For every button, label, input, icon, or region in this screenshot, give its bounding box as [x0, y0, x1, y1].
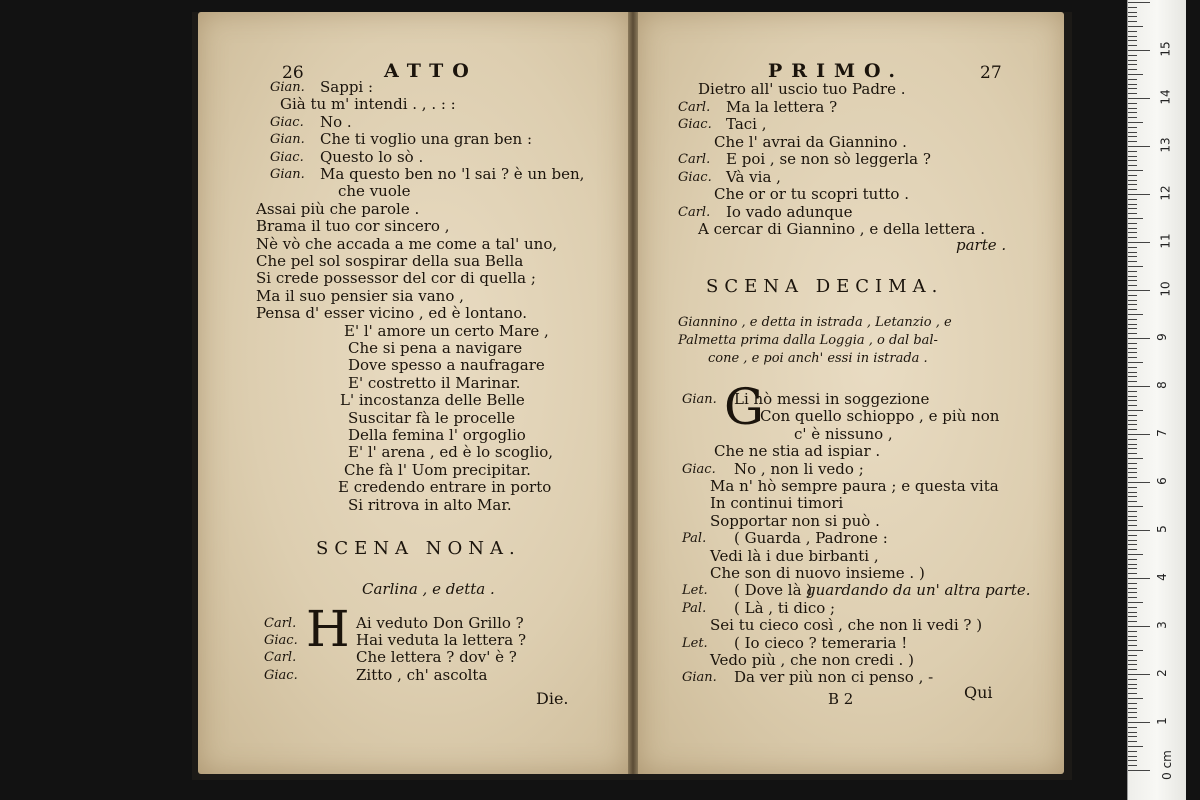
ruler-tick	[1128, 328, 1137, 329]
ruler-tick	[1128, 468, 1137, 469]
ruler-tick	[1128, 271, 1137, 272]
ruler-tick	[1128, 60, 1137, 61]
ruler-tick	[1128, 208, 1137, 209]
scene-caption-line-2: Palmetta prima dalla Loggia , o dal bal-	[678, 333, 938, 348]
text-line: ( Dove là )	[734, 581, 813, 600]
speaker-label: Carl.	[678, 152, 711, 167]
text-line: c' è nissuno ,	[794, 424, 893, 443]
ruler-tick	[1128, 535, 1137, 536]
speaker-label: Carl.	[264, 616, 297, 631]
text-line: guardando da un' altra parte.	[806, 581, 1031, 600]
ruler-tick	[1128, 55, 1137, 56]
ruler-tick	[1128, 40, 1137, 41]
text-line: Zitto , ch' ascolta	[356, 665, 488, 684]
ruler-tick	[1128, 127, 1137, 128]
ruler-tick	[1128, 69, 1137, 70]
ruler-tick	[1128, 727, 1137, 728]
text-line: Và via ,	[726, 167, 781, 186]
ruler-tick	[1128, 362, 1143, 363]
ruler-tick	[1128, 712, 1137, 713]
ruler-tick	[1128, 304, 1137, 305]
ruler-number: 3	[1154, 621, 1169, 629]
ruler-tick	[1128, 74, 1143, 75]
ruler-tick	[1128, 573, 1137, 574]
ruler-tick	[1128, 410, 1143, 411]
ruler-number: 15	[1158, 41, 1173, 57]
ruler-tick	[1128, 487, 1137, 488]
text-line: Che l' avrai da Giannino .	[714, 132, 907, 151]
ruler-tick	[1128, 511, 1137, 512]
drop-capital: H	[306, 600, 350, 658]
text-line: Ma questo ben no 'l sai ? è un ben,	[320, 165, 585, 183]
catchword: Die.	[536, 689, 569, 708]
ruler-tick	[1128, 189, 1137, 190]
ruler-number: 8	[1154, 381, 1169, 389]
ruler-tick	[1128, 391, 1137, 392]
ruler-tick	[1128, 405, 1137, 406]
running-head: ATTO	[384, 60, 478, 82]
ruler-tick	[1128, 492, 1137, 493]
speaker-label: Gian.	[270, 167, 305, 182]
speaker-label: Giac.	[678, 117, 712, 132]
book-gutter	[628, 12, 638, 774]
ruler-tick	[1128, 626, 1150, 627]
ruler-tick	[1128, 7, 1137, 8]
ruler-tick	[1128, 444, 1137, 445]
scene-caption: Carlina , e detta .	[362, 580, 495, 598]
text-line: Ai veduto Don Grillo ?	[356, 614, 524, 632]
text-line: ( Guarda , Padrone :	[734, 529, 888, 548]
ruler-tick	[1128, 50, 1150, 51]
ruler-tick	[1128, 261, 1137, 262]
ruler-tick	[1128, 669, 1137, 670]
ruler-tick	[1128, 568, 1137, 569]
ruler-tick	[1128, 372, 1137, 373]
ruler-tick	[1128, 640, 1137, 641]
ruler-tick	[1128, 314, 1143, 315]
text-line: Vedo più , che non credi . )	[710, 651, 914, 669]
text-line: Sopportar non si può .	[710, 511, 880, 530]
ruler-number: 1	[1154, 717, 1169, 725]
text-line: Della femina l' orgoglio	[348, 426, 526, 444]
ruler-tick	[1128, 156, 1137, 157]
ruler-tick	[1128, 578, 1150, 579]
ruler-tick	[1128, 386, 1150, 387]
text-line: Questo lo sò .	[320, 147, 424, 166]
ruler-tick	[1128, 564, 1137, 565]
ruler-tick	[1128, 16, 1137, 17]
speaker-label: Carl.	[264, 650, 297, 666]
ruler-tick	[1128, 732, 1137, 733]
text-line: Dietro all' uscio tuo Padre .	[698, 80, 906, 98]
ruler-tick	[1128, 583, 1137, 584]
ruler-tick	[1128, 463, 1137, 464]
ruler-tick	[1128, 357, 1137, 358]
ruler-tick	[1128, 453, 1137, 454]
ruler-tick	[1128, 592, 1137, 593]
ruler-tick	[1128, 223, 1137, 224]
speaker-label: Giac.	[264, 667, 298, 683]
ruler-tick	[1128, 420, 1137, 421]
text-line: Vedi là i due birbanti ,	[710, 546, 879, 565]
text-line: Che son di nuovo insieme . )	[710, 564, 925, 582]
ruler-tick	[1128, 242, 1150, 243]
text-line: E poi , se non sò leggerla ?	[726, 150, 931, 168]
text-line: E' l' arena , ed è lo scoglio,	[348, 443, 554, 462]
text-line: E' l' amore un certo Mare ,	[344, 321, 549, 340]
scene-title: SCENA NONA.	[316, 538, 521, 559]
speaker-label: Carl.	[678, 204, 711, 220]
ruler-tick	[1128, 45, 1137, 46]
speaker-label: Giac.	[264, 633, 298, 649]
ruler-tick	[1128, 84, 1137, 85]
ruler-tick	[1128, 400, 1137, 401]
ruler-tick	[1128, 756, 1137, 757]
ruler-tick	[1128, 631, 1137, 632]
ruler-tick	[1128, 266, 1143, 267]
ruler-tick	[1128, 588, 1137, 589]
ruler-tick	[1128, 703, 1137, 704]
ruler-number: 2	[1154, 669, 1169, 677]
ruler-tick	[1128, 194, 1150, 195]
ruler-tick	[1128, 151, 1137, 152]
speaker-label: Giac.	[678, 169, 712, 185]
ruler-tick	[1128, 496, 1137, 497]
ruler-tick	[1128, 141, 1137, 142]
ruler-tick	[1128, 319, 1137, 320]
page-number: 26	[282, 63, 304, 83]
left-page	[198, 12, 628, 774]
text-line: Si crede possessor del cor di quella ;	[256, 269, 536, 288]
ruler-tick	[1128, 760, 1137, 761]
ruler-tick	[1128, 554, 1143, 555]
ruler-tick	[1128, 165, 1137, 166]
ruler-tick	[1128, 525, 1137, 526]
ruler-tick	[1128, 285, 1137, 286]
ruler-tick	[1128, 12, 1137, 13]
ruler-tick	[1128, 381, 1137, 382]
ruler-tick	[1128, 247, 1137, 248]
ruler-tick	[1128, 770, 1150, 771]
ruler-tick	[1128, 175, 1137, 176]
ruler-tick	[1128, 722, 1150, 723]
page-number: 27	[980, 63, 1002, 83]
speaker-label: Gian.	[270, 80, 305, 95]
text-line: ( Io cieco ? temeraria !	[734, 633, 908, 652]
scene-caption-line-1: Giannino , e detta in istrada , Letanzio , e	[678, 315, 952, 330]
text-line: No , non li vedo ;	[734, 459, 864, 478]
text-line: E' costretto il Marinar.	[348, 373, 521, 392]
ruler-tick	[1128, 170, 1143, 171]
ruler-tick	[1128, 280, 1137, 281]
ruler-tick	[1128, 717, 1137, 718]
ruler-tick	[1128, 367, 1137, 368]
text-line: Che ti voglio una gran ben :	[320, 130, 533, 149]
ruler-tick	[1128, 482, 1150, 483]
ruler-tick	[1128, 439, 1137, 440]
ruler-tick	[1128, 674, 1150, 675]
speaker-label: Gian.	[682, 392, 717, 407]
open-book	[192, 12, 1072, 780]
ruler-tick	[1128, 98, 1150, 99]
ruler-tick	[1128, 184, 1137, 185]
ruler-tick	[1128, 146, 1150, 147]
text-line: Assai più che parole .	[256, 199, 420, 218]
ruler-tick	[1128, 213, 1137, 214]
ruler-tick	[1128, 679, 1137, 680]
text-line: Già tu m' intendi . , . : :	[280, 95, 456, 114]
ruler-tick	[1128, 501, 1137, 502]
ruler-tick	[1128, 31, 1137, 32]
ruler-tick	[1128, 650, 1143, 651]
speaker-label: Giac.	[270, 114, 304, 130]
ruler-tick	[1128, 136, 1137, 137]
scene-caption-line-3: cone , e poi anch' essi in istrada .	[708, 351, 928, 366]
ruler-tick	[1128, 516, 1137, 517]
ruler-tick	[1128, 544, 1137, 545]
ruler-tick	[1128, 204, 1137, 205]
ruler-tick	[1128, 117, 1137, 118]
ruler-number: 10	[1158, 281, 1173, 297]
ruler-tick	[1128, 458, 1143, 459]
text-line: E credendo entrare in porto	[338, 478, 552, 497]
ruler-tick	[1128, 276, 1137, 277]
ruler-tick	[1128, 103, 1137, 104]
text-line: Pensa d' esser vicino , ed è lontano.	[256, 304, 527, 323]
text-line: Che pel sol sospirar della sua Bella	[256, 252, 524, 270]
ruler-tick	[1128, 472, 1137, 473]
ruler-tick	[1128, 693, 1137, 694]
exit-note: parte .	[956, 236, 1007, 254]
text-line: Io vado adunque	[726, 202, 853, 221]
ruler-tick	[1128, 232, 1137, 233]
speaker-label: Gian.	[682, 670, 717, 686]
speaker-label: Gian.	[270, 132, 305, 148]
ruler-tick	[1128, 741, 1137, 742]
ruler-tick	[1128, 122, 1143, 123]
ruler-tick	[1128, 434, 1150, 435]
ruler-tick	[1128, 324, 1137, 325]
ruler-tick	[1128, 64, 1137, 65]
text-line: Taci ,	[726, 115, 767, 133]
ruler-tick	[1128, 343, 1137, 344]
speaker-label: Giac.	[270, 149, 304, 165]
ruler-tick	[1128, 746, 1143, 747]
speaker-label: Let.	[682, 635, 708, 651]
ruler-tick	[1128, 160, 1137, 161]
ruler-tick	[1128, 290, 1150, 291]
ruler-tick	[1128, 256, 1137, 257]
ruler-tick	[1128, 506, 1143, 507]
ruler-number: 4	[1154, 573, 1169, 581]
ruler-tick	[1128, 252, 1137, 253]
ruler-tick	[1128, 36, 1137, 37]
text-line: Sappi :	[320, 78, 374, 96]
speaker-label: Carl.	[678, 99, 711, 115]
measuring-ruler	[1127, 0, 1186, 800]
ruler-tick	[1128, 199, 1137, 200]
speaker-label: Giac.	[682, 461, 716, 477]
text-line: Che si pena a navigare	[348, 339, 523, 357]
ruler-tick	[1128, 396, 1137, 397]
text-line: Ma il suo pensier sia vano ,	[256, 286, 464, 305]
ruler-tick	[1128, 530, 1150, 531]
ruler-tick	[1128, 736, 1137, 737]
ruler-tick	[1128, 132, 1137, 133]
ruler-tick	[1128, 708, 1137, 709]
drop-capital: G	[724, 378, 764, 436]
ruler-tick	[1128, 376, 1137, 377]
ruler-tick	[1128, 218, 1143, 219]
ruler-tick	[1128, 93, 1137, 94]
ruler-tick	[1128, 621, 1137, 622]
ruler-number: 7	[1154, 429, 1169, 437]
text-line: Che fà l' Uom precipitar.	[344, 460, 531, 479]
ruler-tick	[1128, 655, 1137, 656]
text-line: Suscitar fà le procelle	[348, 408, 515, 427]
text-line: Nè vò che accada a me come a tal' uno,	[256, 234, 558, 253]
ruler-number: 11	[1158, 233, 1173, 249]
ruler-unit-label: 0 cm	[1159, 750, 1174, 780]
ruler-tick	[1128, 112, 1137, 113]
ruler-number: 6	[1154, 477, 1169, 485]
text-line: Ma n' hò sempre paura ; e questa vita	[710, 477, 999, 495]
text-line: Ma la lettera ?	[726, 97, 838, 116]
text-line: Da ver più non ci penso , -	[734, 668, 934, 687]
text-line: Che lettera ? dov' è ?	[356, 648, 517, 667]
speaker-label: Pal.	[682, 600, 707, 616]
ruler-tick	[1128, 477, 1137, 478]
ruler-tick	[1128, 79, 1137, 80]
ruler-tick	[1128, 88, 1137, 89]
catchword: Qui	[964, 683, 993, 702]
ruler-tick	[1128, 765, 1137, 766]
ruler-tick	[1128, 309, 1137, 310]
ruler-number: 5	[1154, 525, 1169, 533]
text-line: Hai veduta la lettera ?	[356, 631, 526, 650]
ruler-tick	[1128, 2, 1150, 3]
ruler-tick	[1128, 698, 1143, 699]
speaker-label: Let.	[682, 583, 708, 599]
text-line: No .	[320, 112, 352, 131]
ruler-tick	[1128, 448, 1137, 449]
ruler-tick	[1128, 180, 1137, 181]
text-line: ( Là , ti dico ;	[734, 598, 836, 617]
ruler-tick	[1128, 108, 1137, 109]
text-line: Sei tu cieco così , che non li vedi ? )	[710, 616, 983, 635]
ruler-tick	[1128, 429, 1137, 430]
text-line: Li hò messi in soggezione	[734, 390, 930, 408]
ruler-tick	[1128, 415, 1137, 416]
text-line: In continui timori	[710, 494, 844, 513]
ruler-tick	[1128, 333, 1137, 334]
ruler-tick	[1128, 645, 1137, 646]
ruler-tick	[1128, 237, 1137, 238]
text-line: Brama il tuo cor sincero ,	[256, 217, 450, 236]
ruler-tick	[1128, 664, 1137, 665]
ruler-tick	[1128, 688, 1137, 689]
ruler-tick	[1128, 602, 1143, 603]
text-line: Con quello schioppo , e più non	[760, 407, 1000, 426]
ruler-tick	[1128, 612, 1137, 613]
ruler-tick	[1128, 295, 1137, 296]
ruler-tick	[1128, 348, 1137, 349]
ruler-tick	[1128, 559, 1137, 560]
ruler-number: 12	[1158, 185, 1173, 201]
ruler-tick	[1128, 520, 1137, 521]
ruler-tick	[1128, 424, 1137, 425]
ruler-tick	[1128, 751, 1137, 752]
ruler-tick	[1128, 300, 1137, 301]
ruler-tick	[1128, 228, 1137, 229]
ruler-tick	[1128, 607, 1137, 608]
ruler-tick	[1128, 338, 1150, 339]
text-line: Si ritrova in alto Mar.	[348, 495, 512, 514]
ruler-tick	[1128, 549, 1137, 550]
ruler-number: 9	[1154, 333, 1169, 341]
text-line: L' incostanza delle Belle	[340, 391, 525, 410]
signature-mark: B 2	[828, 690, 854, 708]
ruler-tick	[1128, 21, 1137, 22]
scene-title: SCENA DECIMA.	[706, 276, 944, 297]
ruler-tick	[1128, 660, 1137, 661]
text-line: Che or or tu scopri tutto .	[714, 185, 909, 203]
ruler-tick	[1128, 352, 1137, 353]
text-line: A cercar di Giannino , e della lettera .	[698, 220, 986, 238]
running-head: PRIMO.	[768, 60, 905, 82]
ruler-tick	[1128, 616, 1137, 617]
ruler-tick	[1128, 540, 1137, 541]
ruler-tick	[1128, 597, 1137, 598]
ruler-tick	[1128, 636, 1137, 637]
right-page	[638, 12, 1064, 774]
text-line: Dove spesso a naufragare	[348, 356, 545, 375]
ruler-tick	[1128, 684, 1137, 685]
ruler-number: 13	[1158, 137, 1173, 153]
ruler-number: 14	[1158, 89, 1173, 105]
ruler-tick	[1128, 26, 1143, 27]
text-line: che vuole	[338, 182, 411, 201]
text-line: Che ne stia ad ispiar .	[714, 442, 881, 461]
speaker-label: Pal.	[682, 531, 707, 547]
